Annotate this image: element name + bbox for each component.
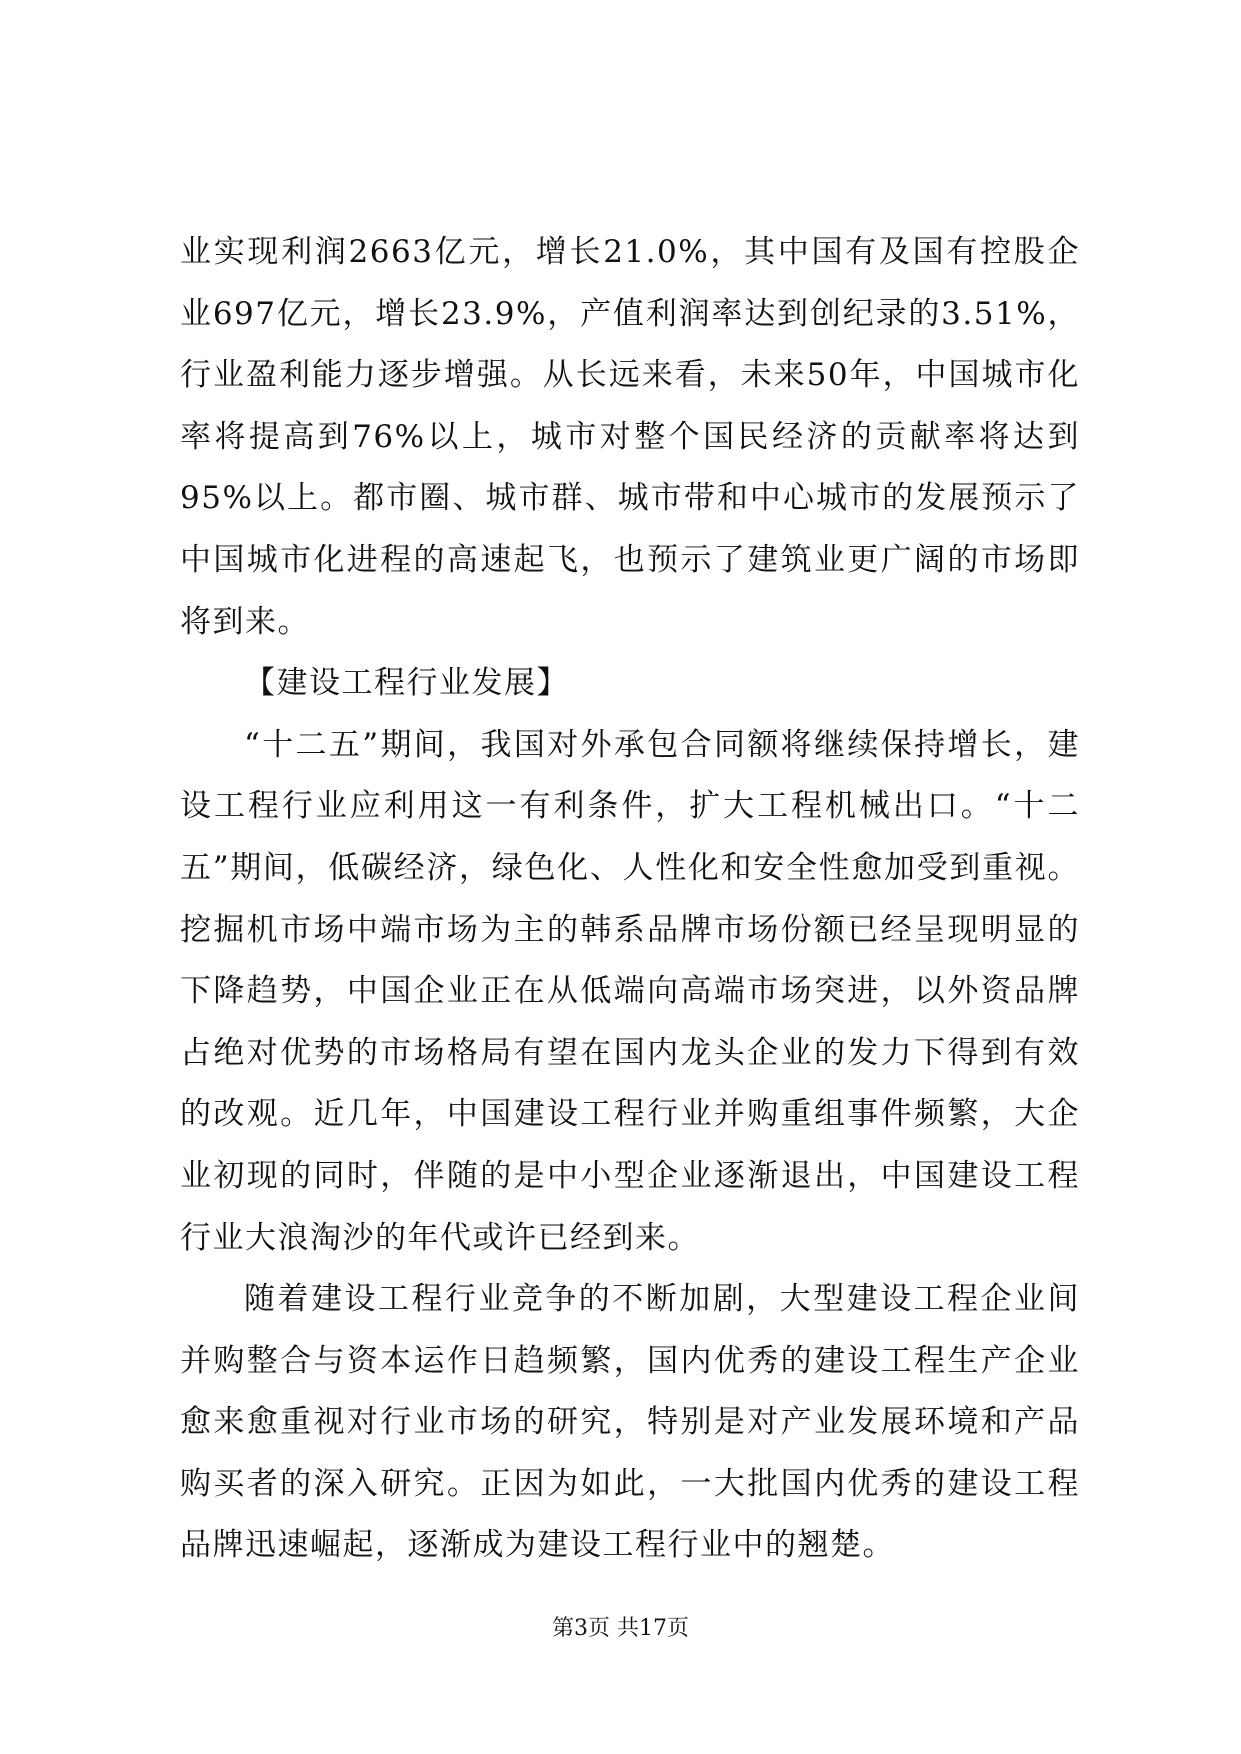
page-number-footer: 第3页 共17页	[552, 1616, 689, 1641]
paragraph-competition: 随着建设工程行业竞争的不断加剧，大型建设工程企业间并购整合与资本运作日趋频繁，国内优秀的建设工程生产企业愈来愈重视对行业市场的研究，特别是对产业发展环境和产品购买者的深入研究。正因为如此，一大批国内优秀的建设工程品牌迅速崛起，逐渐成为建设工程行业中的翘楚。	[180, 1281, 1080, 1564]
paragraph-profit-statistics: 业实现利润2663亿元，增长21.0%，其中国有及国有控股企业697亿元，增长23.9%，产值利润率达到创纪录的3.51%，行业盈利能力逐步增强。从长远来看，未来50年，中国城市化率将提高到76%以上，城市对整个国民经济的贡献率将达到95%以上。都市圈、城市群、城市带和中心城市的发展预示了中国城市化进程的高速起飞，也预示了建筑业更广阔的市场即将到来。	[180, 234, 1080, 640]
section-heading-industry-development: 【建设工程行业发展】	[244, 665, 569, 702]
paragraph-twelfth-five-year-plan: “十二五”期间，我国对外承包合同额将继续保持增长，建设工程行业应利用这一有利条件，扩大工程机械出口。“十二五”期间，低碳经济，绿色化、人性化和安全性愈加受到重视。挖掘机市场中端市场为主的韩系品牌市场份额已经呈现明显的下降趋势，中国企业正在从低端向高端市场突进，以外资品牌占绝对优势的市场格局有望在国内龙头企业的发力下得到有效的改观。近几年，中国建设工程行业并购重组事件频繁，大企业初现的同时，伴随的是中小型企业逐渐退出，中国建设工程行业大浪淘沙的年代或许已经到来。	[180, 726, 1080, 1256]
document-body	[180, 222, 1080, 1577]
